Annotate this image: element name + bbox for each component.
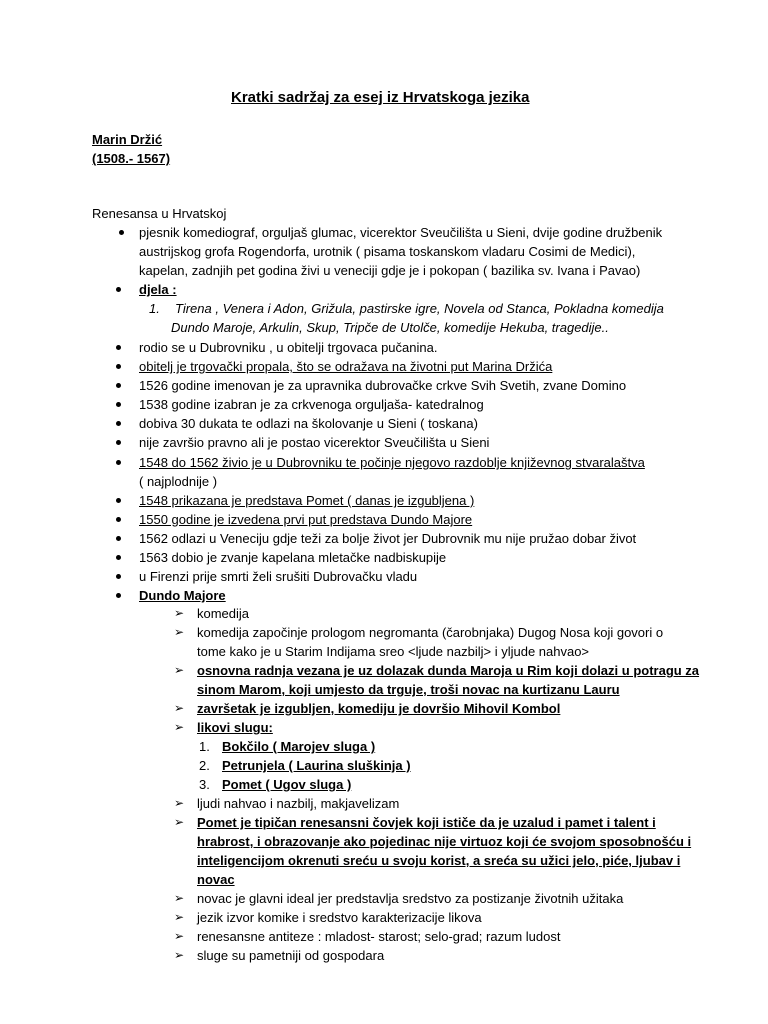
dundo-heading: Dundo Majore [139,588,226,603]
author-dates: (1508.- 1567) [92,151,171,166]
bullet-icon [116,555,121,560]
dundo-item-continued: hrabrost, i obrazovanje ako pojedinac nije virtuoz koji će svojom sposobnošću i [197,834,692,849]
bullet-icon [116,536,121,541]
fact-item: 1550 godine je izvedena prvi put predstava Dundo Majore [139,512,473,527]
dundo-item-continued: novac [197,872,235,887]
dundo-item-continued: sinom Marom, koji umjesto da trguje, troši novac na kurtizanu Lauru [197,682,620,697]
arrow-bullet-icon: ➢ [174,796,185,810]
page-title: Kratki sadržaj za esej iz Hrvatskoga jezika [231,89,530,106]
bullet-icon [116,574,121,579]
servant-number: 1. [199,739,210,754]
bullet-icon [116,402,121,407]
arrow-bullet-icon: ➢ [174,701,185,715]
fact-item: 1548 do 1562 živio je u Dubrovniku te počinje njegovo razdoblje književnog stvaralaštva [139,455,645,470]
fact-item: 1538 godine izabran je za crkvenoga orguljaša- katedralnog [139,397,484,412]
bullet-icon [116,383,121,388]
dundo-item-continued: inteligencijom okrenuti sreću u svoju korist, a sreća su užici jelo, piće, ljubav i [197,853,681,868]
bullet-icon [116,498,121,503]
works-label: djela : [139,282,177,297]
bullet-icon [116,345,121,350]
arrow-bullet-icon: ➢ [174,720,185,734]
arrow-bullet-icon: ➢ [174,606,185,620]
arrow-bullet-icon: ➢ [174,910,185,924]
fact-item: 1526 godine imenovan je za upravnika dubrovačke crkve Svih Svetih, zvane Domino [139,378,627,393]
fact-item: nije završio pravno ali je postao vicerektor Sveučilišta u Sieni [139,435,490,450]
section-heading: Renesansa u Hrvatskoj [92,206,227,221]
arrow-bullet-icon: ➢ [174,891,185,905]
works-line: Dundo Maroje, Arkulin, Skup, Tripče de Utolče, komedije Hekuba, tragedije.. [171,320,609,335]
bullet-icon [116,460,121,465]
dundo-item-continued: tome kako je u Starim Indijama sreo <ljude nazbilj> i yljude nahvao> [197,644,590,659]
bio-line: kapelan, zadnjih pet godina živi u veneciji gdje je i pokopan ( bazilika sv. Ivana i Pavao) [139,263,641,278]
servant-number: 3. [199,777,210,792]
servant-name: Bokčilo ( Marojev sluga ) [222,739,376,754]
arrow-bullet-icon: ➢ [174,948,185,962]
dundo-item: jezik izvor komike i sredstvo karakterizacije likova [197,910,482,925]
bullet-icon [116,440,121,445]
bullet-icon [116,517,121,522]
dundo-item: osnovna radnja vezana je uz dolazak dunda Maroja u Rim koji dolazi u potragu za [197,663,700,678]
works-line: Tirena , Venera i Adon, Grižula, pastirske igre, Novela od Stanca, Pokladna komedija [175,301,664,316]
dundo-item: ljudi nahvao i nazbilj, makjavelizam [197,796,400,811]
servant-number: 2. [199,758,210,773]
dundo-item: sluge su pametniji od gospodara [197,948,385,963]
servant-name: Petrunjela ( Laurina sluškinja ) [222,758,411,773]
arrow-bullet-icon: ➢ [174,929,185,943]
author-name: Marin Držić [92,132,163,147]
bullet-icon [116,421,121,426]
works-number: 1. [149,301,160,316]
bio-line: austrijskog grofa Rogendorfa, urotnik ( pisama toskanskom vladaru Cosimi de Medici), [139,244,636,259]
arrow-bullet-icon: ➢ [174,625,185,639]
dundo-item: renesansne antiteze : mladost- starost; selo-grad; razum ludost [197,929,561,944]
fact-item: u Firenzi prije smrti želi srušiti Dubrovačku vladu [139,569,418,584]
fact-item: 1563 dobio je zvanje kapelana mletačke nadbiskupije [139,550,447,565]
bullet-icon [116,287,121,292]
dundo-item: komedija [197,606,250,621]
dundo-item: Pomet je tipičan renesansni čovjek koji ističe da je uzalud i pamet i talent i [197,815,656,830]
bullet-icon [119,230,124,235]
dundo-item: likovi slugu: [197,720,273,735]
dundo-item: komedija započinje prologom negromanta (čarobnjaka) Dugog Nosa koji govori o [197,625,664,640]
fact-item: 1562 odlazi u Veneciju gdje teži za bolje život jer Dubrovnik mu nije pružao dobar život [139,531,637,546]
fact-item: obitelj je trgovački propala, što se odražava na životni put Marina Držića [139,359,553,374]
fact-item: dobiva 30 dukata te odlazi na školovanje u Sieni ( toskana) [139,416,478,431]
fact-item: 1548 prikazana je predstava Pomet ( danas je izgubljena ) [139,493,475,508]
fact-item-continued: ( najplodnije ) [139,474,218,489]
bullet-icon [116,593,121,598]
servant-name: Pomet ( Ugov sluga ) [222,777,352,792]
fact-item: rodio se u Dubrovniku , u obitelji trgovaca pučanina. [139,340,438,355]
bio-line: pjesnik komediograf, orguljaš glumac, vicerektor Sveučilišta u Sieni, dvije godine družbenik [139,225,663,240]
bullet-icon [116,364,121,369]
arrow-bullet-icon: ➢ [174,815,185,829]
dundo-item: novac je glavni ideal jer predstavlja sredstvo za postizanje životnih užitaka [197,891,624,906]
dundo-item: završetak je izgubljen, komediju je dovršio Mihovil Kombol [197,701,561,716]
arrow-bullet-icon: ➢ [174,663,185,677]
